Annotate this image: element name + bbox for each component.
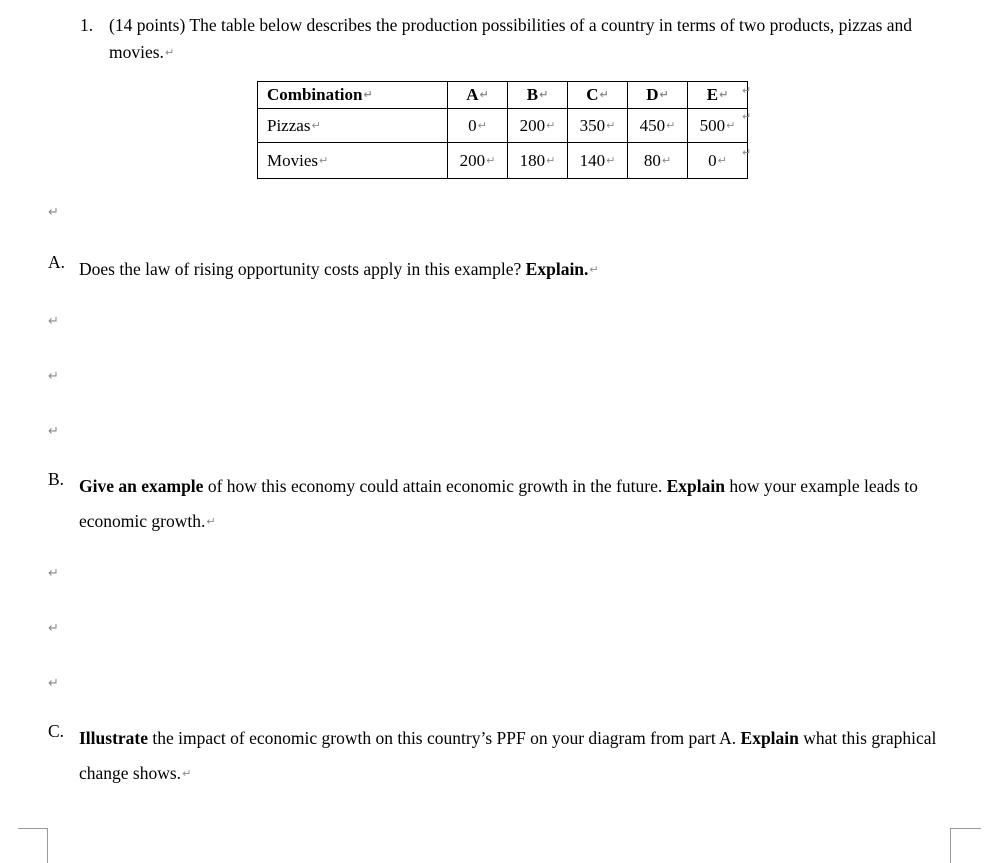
header-cell: B↵: [508, 82, 568, 109]
table-cell: 350↵: [568, 109, 628, 143]
table-cell: 180↵: [508, 143, 568, 179]
table-row: [258, 143, 748, 179]
table-cell: 0↵: [688, 143, 748, 179]
table-header-row: [258, 82, 748, 109]
empty-paragraph-mark: ↵: [48, 424, 59, 439]
header-cell: Combination↵: [258, 82, 448, 109]
part-c-text: Illustrate the impact of economic growth on this country’s PPF on your diagram from part A. Explain what this graphical change shows.↵: [79, 728, 937, 783]
table-cell: 500↵: [688, 109, 748, 143]
empty-paragraph-mark: ↵: [48, 314, 59, 329]
part-a-label: A.: [48, 252, 66, 272]
production-possibilities-table: [257, 81, 748, 179]
table-cell: 200↵: [508, 109, 568, 143]
page-margin-corner-right: [950, 828, 981, 863]
header-cell: D↵: [628, 82, 688, 109]
table-cell: 0↵: [448, 109, 508, 143]
table-cell: 140↵: [568, 143, 628, 179]
empty-paragraph-mark: ↵: [48, 566, 59, 581]
row-end-mark: ↵: [742, 146, 752, 159]
table-cell: 80↵: [628, 143, 688, 179]
empty-paragraph-mark: ↵: [48, 621, 59, 636]
paragraph-mark: ↵: [164, 46, 175, 59]
row-end-mark: ↵: [742, 84, 752, 97]
empty-paragraph-mark: ↵: [48, 676, 59, 691]
row-label: Pizzas↵: [258, 109, 448, 143]
table-row: [258, 109, 748, 143]
part-c-label: C.: [48, 721, 65, 741]
empty-paragraph-mark: ↵: [48, 369, 59, 384]
question-number: 1.: [80, 15, 94, 35]
part-a-text: Does the law of rising opportunity costs apply in this example? Explain.↵: [79, 259, 599, 279]
table-cell: 450↵: [628, 109, 688, 143]
header-cell: E↵: [688, 82, 748, 109]
empty-paragraph-mark: ↵: [48, 205, 59, 220]
question-text: (14 points) The table below describes the production possibilities of a country in terms of two products, pizzas and movies.↵: [109, 15, 913, 62]
part-b-label: B.: [48, 469, 65, 489]
header-cell: C↵: [568, 82, 628, 109]
header-cell: A↵: [448, 82, 508, 109]
row-label: Movies↵: [258, 143, 448, 179]
part-b-text: Give an example of how this economy could attain economic growth in the future. Explain how your example leads to economic growth.↵: [79, 476, 918, 531]
page-margin-corner-left: [18, 828, 48, 863]
table-cell: 200↵: [448, 143, 508, 179]
row-end-mark: ↵: [742, 110, 752, 123]
